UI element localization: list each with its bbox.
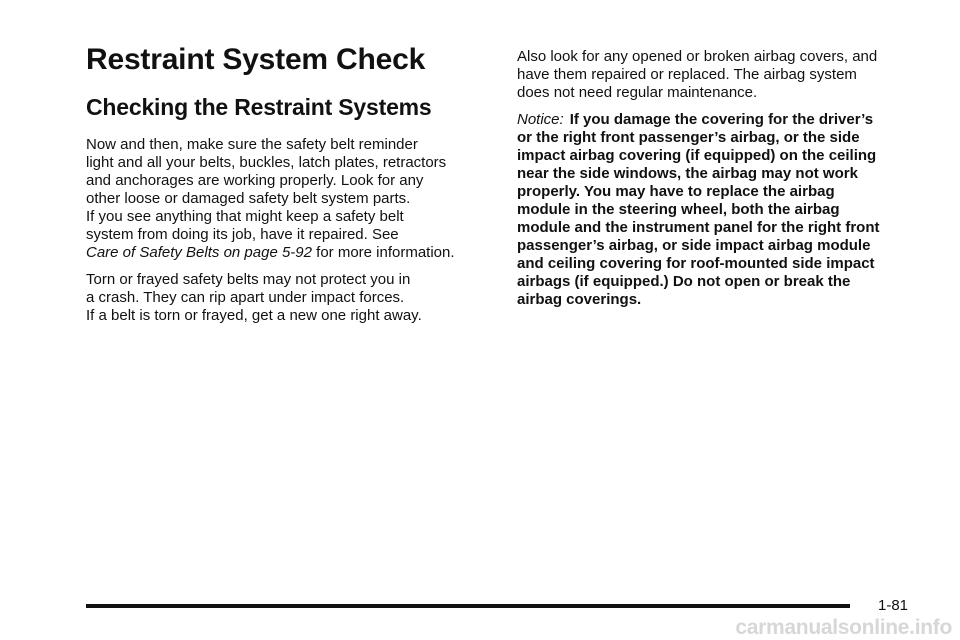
section-heading: Checking the Restraint Systems (86, 94, 432, 120)
notice-text: passenger’s airbag, or side impact airbag module (517, 237, 871, 254)
text-line: Now and then, make sure the safety belt reminder (86, 136, 418, 153)
airbag-cover-paragraph (517, 48, 929, 102)
page-number: 1-81 (878, 597, 909, 614)
text-line: light and all your belts, buckles, latch plates, retractors (86, 154, 447, 171)
footer-divider (86, 604, 850, 608)
watermark: carmanualsonline.info (735, 616, 952, 639)
notice-text: airbags (if equipped.) Do not open or break the (517, 273, 851, 290)
belt-check-paragraph (86, 136, 496, 262)
right-column (517, 48, 929, 318)
text-line: Also look for any opened or broken airbag covers, and (517, 48, 878, 65)
notice-text: properly. You may have to replace the airbag (517, 183, 835, 200)
left-column (86, 40, 496, 334)
text-line: other loose or damaged safety belt system parts. (86, 190, 411, 207)
text-line: Torn or frayed safety belts may not protect you in (86, 271, 411, 288)
cross-reference-link[interactable]: Care of Safety Belts on page 5-92 (86, 244, 312, 261)
text-line: If a belt is torn or frayed, get a new one right away. (86, 307, 422, 324)
notice-text: module in the steering wheel, both the airbag (517, 201, 840, 218)
notice-text: If you damage the covering for the driver’s (569, 111, 874, 128)
notice-text: or the right front passenger’s airbag, or the side (517, 129, 860, 146)
page-title: Restraint System Check (86, 43, 426, 76)
text-line: If you see anything that might keep a safety belt (86, 208, 404, 225)
notice-label: Notice: (517, 111, 564, 128)
text-line: system from doing its job, have it repaired. See (86, 226, 399, 243)
text-line: have them repaired or replaced. The airbag system (517, 66, 857, 83)
frayed-belt-paragraph (86, 271, 496, 325)
notice-text: near the side windows, the airbag may not work (517, 165, 858, 182)
notice-first-line (517, 111, 929, 129)
notice-text: module and the instrument panel for the right front (517, 219, 880, 236)
notice-paragraph (517, 111, 929, 309)
reference-line (86, 244, 496, 262)
notice-text: airbag coverings. (517, 291, 642, 308)
notice-text: and ceiling covering for roof-mounted side impact (517, 255, 875, 272)
text-line: and anchorages are working properly. Look for any (86, 172, 424, 189)
text-line: does not need regular maintenance. (517, 84, 758, 101)
reference-suffix: for more information. (311, 244, 455, 261)
notice-text: impact airbag covering (if equipped) on the ceiling (517, 147, 877, 164)
text-line: a crash. They can rip apart under impact forces. (86, 289, 405, 306)
